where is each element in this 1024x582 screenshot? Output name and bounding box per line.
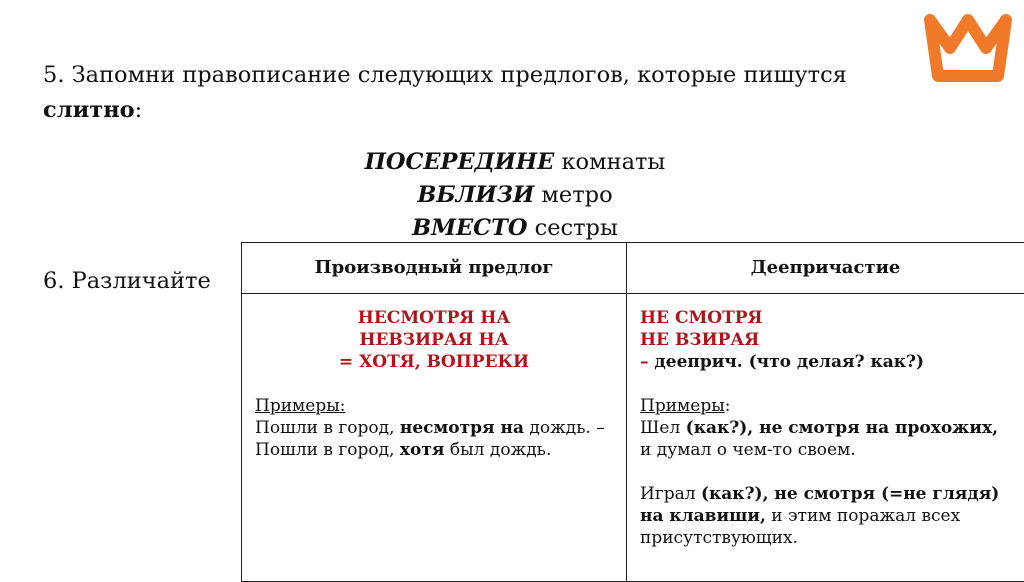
point-5-text: 5. Запомни правописание следующих предлогов, которые пишутся слитно:: [43, 58, 943, 128]
definition: – дееприч. (что делая? как?): [640, 351, 1011, 373]
example-text: Пошли в город, несмотря на дождь. – Пошли в город, хотя был дождь.: [255, 417, 613, 461]
examples-label: Примеры:: [255, 395, 613, 417]
bold-word: слитно: [43, 97, 135, 123]
red-line: НЕ СМОТРЯ: [640, 307, 1011, 329]
left-cell: [242, 294, 627, 582]
preposition-item: ПОСЕРЕДИНЕ комнаты: [330, 146, 700, 179]
red-line: НЕ ВЗИРАЯ: [640, 329, 1011, 351]
right-cell: [627, 294, 1024, 582]
preposition-list: [330, 146, 700, 245]
header-gerund: Деепричастие: [627, 243, 1024, 294]
red-line: = ХОТЯ, ВОПРЕКИ: [255, 351, 613, 373]
point-6-text: 6. Различайте: [43, 268, 211, 294]
preposition-item: ВБЛИЗИ метро: [330, 179, 700, 212]
preposition-item: ВМЕСТО сестры: [330, 212, 700, 245]
comparison-table: [241, 242, 1024, 582]
red-line: НЕВЗИРАЯ НА: [255, 329, 613, 351]
examples-label: Примеры:: [640, 395, 1011, 417]
header-derived-preposition: Производный предлог: [242, 243, 627, 294]
example-text: Играл (как?), не смотря (=не глядя) на клавиши, и этим поражал всех присутствующих.: [640, 483, 1011, 549]
example-text: Шел (как?), не смотря на прохожих, и думал о чем-то своем.: [640, 417, 1011, 461]
red-line: НЕСМОТРЯ НА: [255, 307, 613, 329]
